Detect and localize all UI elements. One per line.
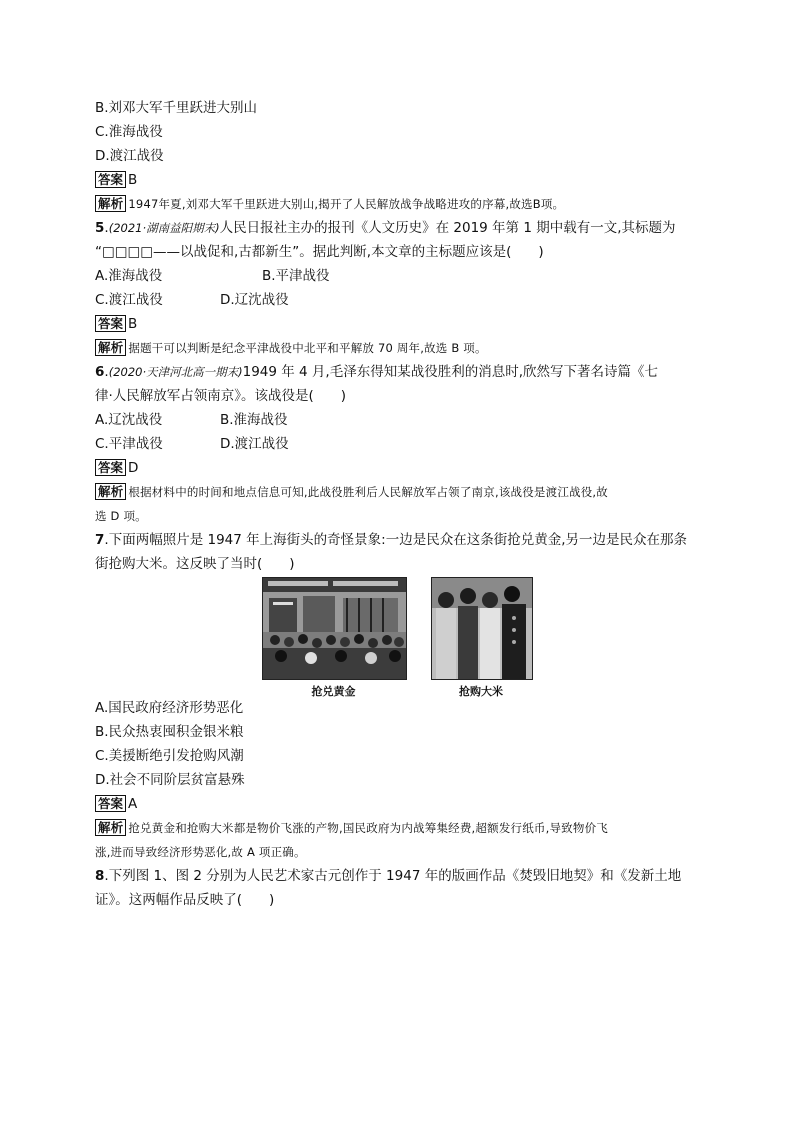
analysis-text: 抢兑黄金和抢购大米都是物价飞涨的产物,国民政府为内战筹集经费,超额发行纸币,导致物价飞	[128, 821, 608, 835]
analysis-tag: 解析	[95, 819, 126, 836]
q4-analysis	[95, 195, 564, 213]
q7-stem-line2: 街抢购大米。这反映了当时( )	[95, 556, 295, 572]
answer-tag: 答案	[95, 795, 126, 812]
gold-rush-photo	[262, 577, 407, 680]
q7-answer	[95, 795, 137, 813]
question-source: (2020·天津河北高一期末)	[108, 365, 243, 379]
q7-analysis-line1	[95, 819, 608, 837]
q8-stem-line1: 8.下列图 1、图 2 分别为人民艺术家古元创作于 1947 年的版画作品《焚毁旧地契》和《发新土地	[95, 868, 682, 884]
q6-stem-line1: 6.(2020·天津河北高一期末)1949 年 4 月,毛泽东得知某战役胜利的消息时,欣然写下著名诗篇《七	[95, 364, 659, 380]
q7-stem-line1: 7.下面两幅照片是 1947 年上海街头的奇怪景象:一边是民众在这条街抢兑黄金,另一边是民众在那条	[95, 532, 687, 548]
q7-option-b: B.民众热衷囤积金银米粮	[95, 724, 244, 740]
question-text: 人民日报社主办的报刊《人文历史》在 2019 年第 1 期中载有一文,其标题为	[219, 220, 676, 236]
question-number: 7	[95, 532, 105, 548]
q4-option-b: B.刘邓大军千里跃进大别山	[95, 100, 258, 116]
question-text: 下面两幅照片是 1947 年上海街头的奇怪景象:一边是民众在这条街抢兑黄金,另一边是民众在那条	[108, 532, 687, 548]
q5-stem-line2: “□□□□——以战促和,古都新生”。据此判断,本文章的主标题应该是( )	[95, 244, 544, 260]
answer-tag: 答案	[95, 459, 126, 476]
gold-rush-caption: 抢兑黄金	[311, 685, 356, 698]
analysis-text: 1947年夏,刘邓大军千里跃进大别山,揭开了人民解放战争战略进攻的序幕,故选B项。	[128, 197, 565, 211]
question-text: 1949 年 4 月,毛泽东得知某战役胜利的消息时,欣然写下著名诗篇《七	[242, 364, 659, 380]
rice-rush-caption: 抢购大米	[459, 685, 503, 698]
answer-value: D	[128, 460, 139, 476]
q4-answer	[95, 171, 137, 189]
q4-option-d: D.渡江战役	[95, 148, 164, 164]
analysis-tag: 解析	[95, 339, 126, 356]
analysis-text: 根据材料中的时间和地点信息可知,此战役胜利后人民解放军占领了南京,该战役是渡江战役,故	[128, 485, 608, 499]
q6-option-d: D.渡江战役	[220, 436, 289, 452]
q5-stem-line1: 5.(2021·湖南益阳期末)人民日报社主办的报刊《人文历史》在 2019 年第 1 期中载有一文,其标题为	[95, 220, 676, 236]
q7-analysis-line2: 涨,进而导致经济形势恶化,故 A 项正确。	[95, 845, 306, 859]
question-text: 下列图 1、图 2 分别为人民艺术家古元创作于 1947 年的版画作品《焚毁旧地契》和《发新土地	[108, 868, 682, 884]
q5-option-b: B.平津战役	[262, 268, 330, 284]
answer-value: B	[128, 172, 138, 188]
answer-value: B	[128, 316, 138, 332]
q6-analysis-line2: 选 D 项。	[95, 509, 147, 523]
q6-option-b: B.淮海战役	[220, 412, 288, 428]
q7-option-d: D.社会不同阶层贫富悬殊	[95, 772, 245, 788]
q8-stem-line2: 证》。这两幅作品反映了( )	[95, 892, 275, 908]
question-number: 8	[95, 868, 105, 884]
analysis-tag: 解析	[95, 195, 126, 212]
q7-option-a: A.国民政府经济形势恶化	[95, 700, 244, 716]
q6-answer	[95, 459, 138, 477]
q5-option-a: A.淮海战役	[95, 268, 163, 284]
q7-option-c: C.美援断绝引发抢购风潮	[95, 748, 244, 764]
analysis-tag: 解析	[95, 483, 126, 500]
answer-tag: 答案	[95, 171, 126, 188]
q6-analysis-line1	[95, 483, 608, 501]
q4-option-c: C.淮海战役	[95, 124, 163, 140]
answer-value: A	[128, 796, 138, 812]
q6-option-a: A.辽沈战役	[95, 412, 163, 428]
q5-option-d: D.辽沈战役	[220, 292, 289, 308]
question-number: 6	[95, 364, 105, 380]
q5-answer	[95, 315, 137, 333]
analysis-text: 据题干可以判断是纪念平津战役中北平和平解放 70 周年,故选 B 项。	[128, 341, 487, 355]
q6-option-c: C.平津战役	[95, 436, 163, 452]
q5-analysis	[95, 339, 487, 357]
question-number: 5	[95, 220, 105, 236]
rice-rush-photo	[431, 577, 533, 680]
q5-option-c: C.渡江战役	[95, 292, 163, 308]
answer-tag: 答案	[95, 315, 126, 332]
q6-stem-line2: 律·人民解放军占领南京》。该战役是( )	[95, 388, 347, 404]
question-source: (2021·湖南益阳期末)	[108, 221, 220, 235]
